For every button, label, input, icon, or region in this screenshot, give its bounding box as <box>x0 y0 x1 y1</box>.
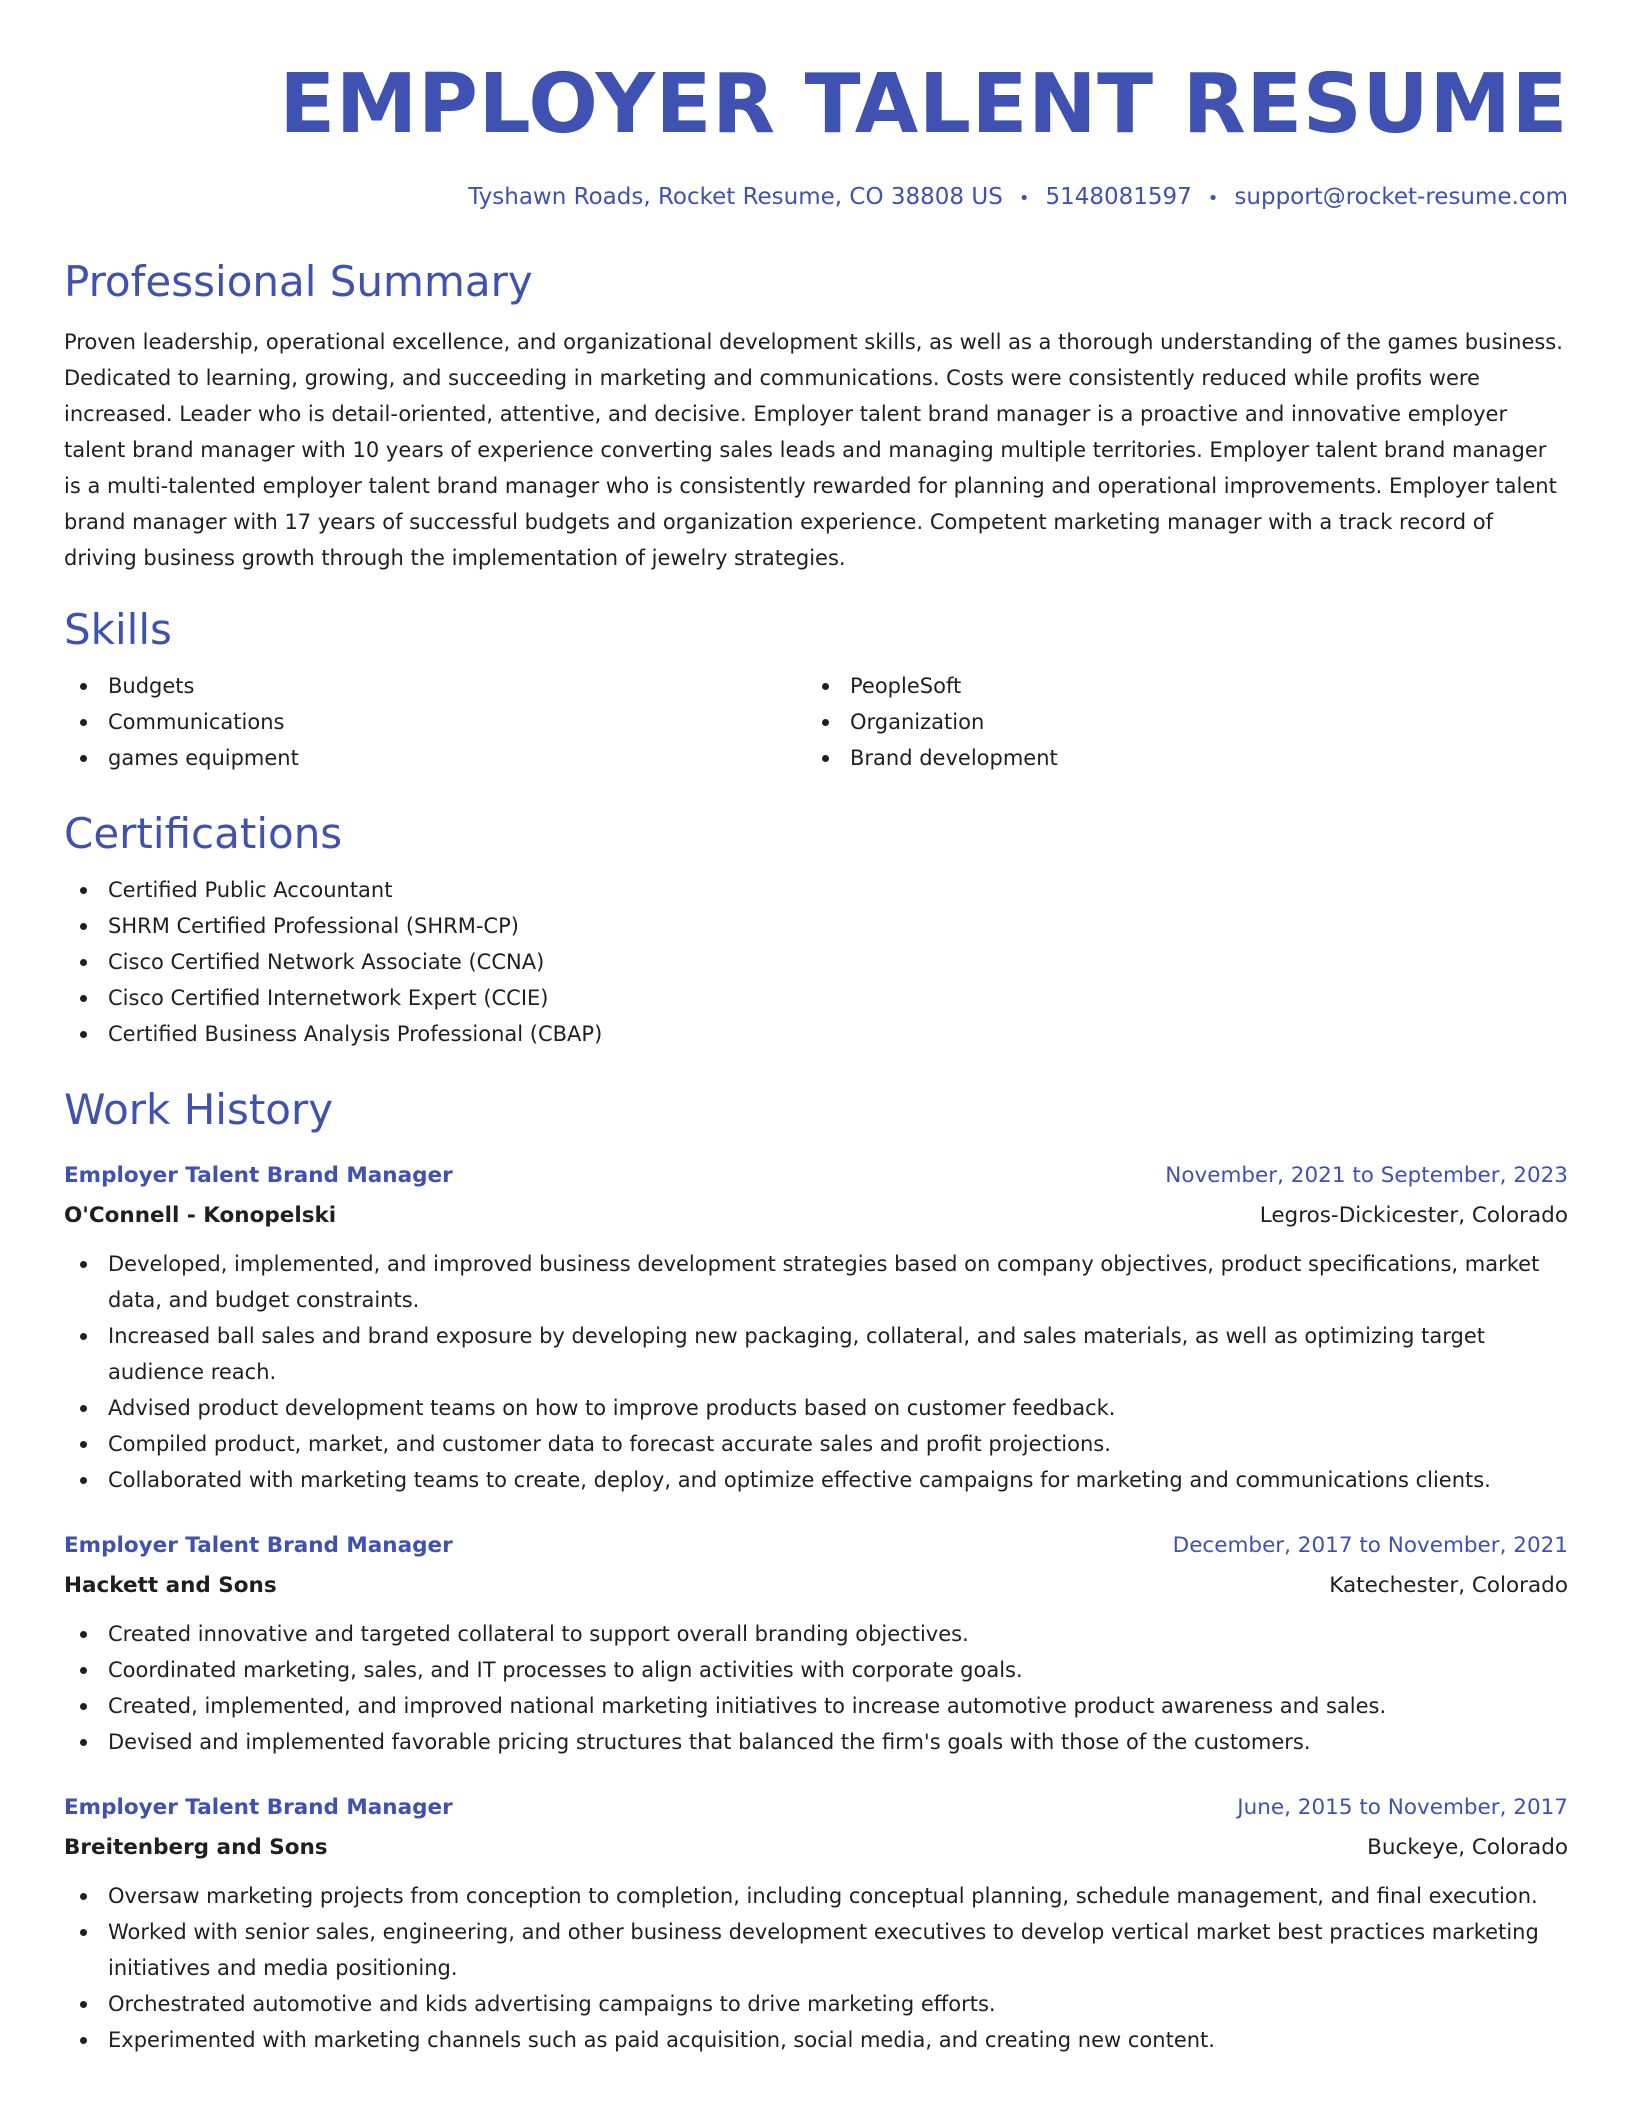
job-entry <box>64 1526 1568 1760</box>
job-title: Employer Talent Brand Manager <box>64 1533 453 1558</box>
job-bullet: Created, implemented, and improved national marketing initiatives to increase automotive product awareness and sales. <box>64 1688 1568 1724</box>
job-location: Katechester, Colorado <box>1329 1573 1568 1598</box>
contact-line <box>64 182 1568 214</box>
skills-heading: Skills <box>64 605 172 654</box>
certification-item: Cisco Certified Network Associate (CCNA) <box>64 944 1568 980</box>
job-header <box>64 1526 1568 1566</box>
contact-address: Tyshawn Roads, Rocket Resume, CO 38808 US <box>468 184 1003 210</box>
skill-item: Communications <box>64 704 806 740</box>
job-bullet: Increased ball sales and brand exposure by developing new packaging, collateral, and sales materials, as well as optimizing target audience reach. <box>64 1318 1568 1390</box>
job-bullet: Advised product development teams on how to improve products based on customer feedback. <box>64 1390 1568 1426</box>
skills-column-right <box>806 668 1548 776</box>
job-dates: December, 2017 to November, 2021 <box>1172 1533 1568 1558</box>
job-subheader <box>64 1828 1568 1868</box>
job-company: Breitenberg and Sons <box>64 1835 328 1860</box>
job-bullet: Collaborated with marketing teams to create, deploy, and optimize effective campaigns for marketing and communications clients. <box>64 1462 1568 1498</box>
skill-item: Organization <box>806 704 1548 740</box>
job-location: Legros-Dickicester, Colorado <box>1259 1203 1568 1228</box>
certifications-heading: Certifications <box>64 809 343 858</box>
job-title: Employer Talent Brand Manager <box>64 1795 453 1820</box>
resume-page <box>64 0 1568 2058</box>
certifications-list <box>64 872 1568 1052</box>
job-entry <box>64 1156 1568 1498</box>
job-bullets <box>64 1246 1568 1498</box>
job-bullet: Devised and implemented favorable pricing structures that balanced the firm's goals with those of the customers. <box>64 1724 1568 1760</box>
job-bullet: Orchestrated automotive and kids advertising campaigns to drive marketing efforts. <box>64 1986 1568 2022</box>
job-bullet: Created innovative and targeted collateral to support overall branding objectives. <box>64 1616 1568 1652</box>
work-history-heading: Work History <box>64 1085 334 1134</box>
job-company: Hackett and Sons <box>64 1573 277 1598</box>
certification-item: Certified Public Accountant <box>64 872 1568 908</box>
separator-dot: • <box>1018 188 1030 209</box>
job-dates: November, 2021 to September, 2023 <box>1165 1163 1568 1188</box>
job-bullets <box>64 1616 1568 1760</box>
resume-name: EMPLOYER TALENT RESUME <box>279 57 1568 152</box>
skills-grid <box>64 668 1568 776</box>
job-bullet: Worked with senior sales, engineering, and other business development executives to develop vertical market best practices marketing initiatives and media positioning. <box>64 1914 1568 1986</box>
certification-item: SHRM Certified Professional (SHRM-CP) <box>64 908 1568 944</box>
job-bullet: Coordinated marketing, sales, and IT processes to align activities with corporate goals. <box>64 1652 1568 1688</box>
separator-dot: • <box>1207 188 1219 209</box>
skills-list-left <box>64 668 806 776</box>
job-subheader <box>64 1566 1568 1606</box>
skill-item: Budgets <box>64 668 806 704</box>
summary-text: Proven leadership, operational excellence, and organizational development skills, as well as a thorough understanding of the games business. Dedicated to learning, growing, and succeeding in marketing and communications. Costs were consistently reduced while profits were increased. Leader who is detail-oriented, attentive, and decisive. Employer talent brand manager is a proactive and innovative employer talent brand manager with 10 years of experience converting sales leads and managing multiple territories. Employer talent brand manager is a multi-talented employer talent brand manager who is consistently rewarded for planning and operational improvements. Employer talent brand manager with 17 years of successful budgets and organization experience. Competent marketing manager with a track record of driving business growth through the implementation of jewelry strategies. <box>64 330 1563 570</box>
certification-item: Certified Business Analysis Professional (CBAP) <box>64 1016 1568 1052</box>
job-subheader <box>64 1196 1568 1236</box>
job-bullet: Experimented with marketing channels such as paid acquisition, social media, and creating new content. <box>64 2022 1568 2058</box>
skill-item: games equipment <box>64 740 806 776</box>
job-bullet: Developed, implemented, and improved business development strategies based on company objectives, product specifications, market data, and budget constraints. <box>64 1246 1568 1318</box>
job-company: O'Connell - Konopelski <box>64 1203 337 1228</box>
skill-item: Brand development <box>806 740 1548 776</box>
skills-column-left <box>64 668 806 776</box>
job-bullet: Oversaw marketing projects from conception to completion, including conceptual planning, schedule management, and final execution. <box>64 1878 1568 1914</box>
job-header <box>64 1156 1568 1196</box>
job-bullets <box>64 1878 1568 2058</box>
job-header <box>64 1788 1568 1828</box>
contact-email: support@rocket-resume.com <box>1234 184 1568 210</box>
skills-list-right <box>806 668 1548 776</box>
job-location: Buckeye, Colorado <box>1367 1835 1568 1860</box>
contact-phone: 5148081597 <box>1045 184 1192 210</box>
job-bullet: Compiled product, market, and customer data to forecast accurate sales and profit projections. <box>64 1426 1568 1462</box>
job-title: Employer Talent Brand Manager <box>64 1163 453 1188</box>
certification-item: Cisco Certified Internetwork Expert (CCIE) <box>64 980 1568 1016</box>
job-dates: June, 2015 to November, 2017 <box>1237 1795 1568 1820</box>
job-entry <box>64 1788 1568 2058</box>
skill-item: PeopleSoft <box>806 668 1548 704</box>
summary-heading: Professional Summary <box>64 257 533 306</box>
